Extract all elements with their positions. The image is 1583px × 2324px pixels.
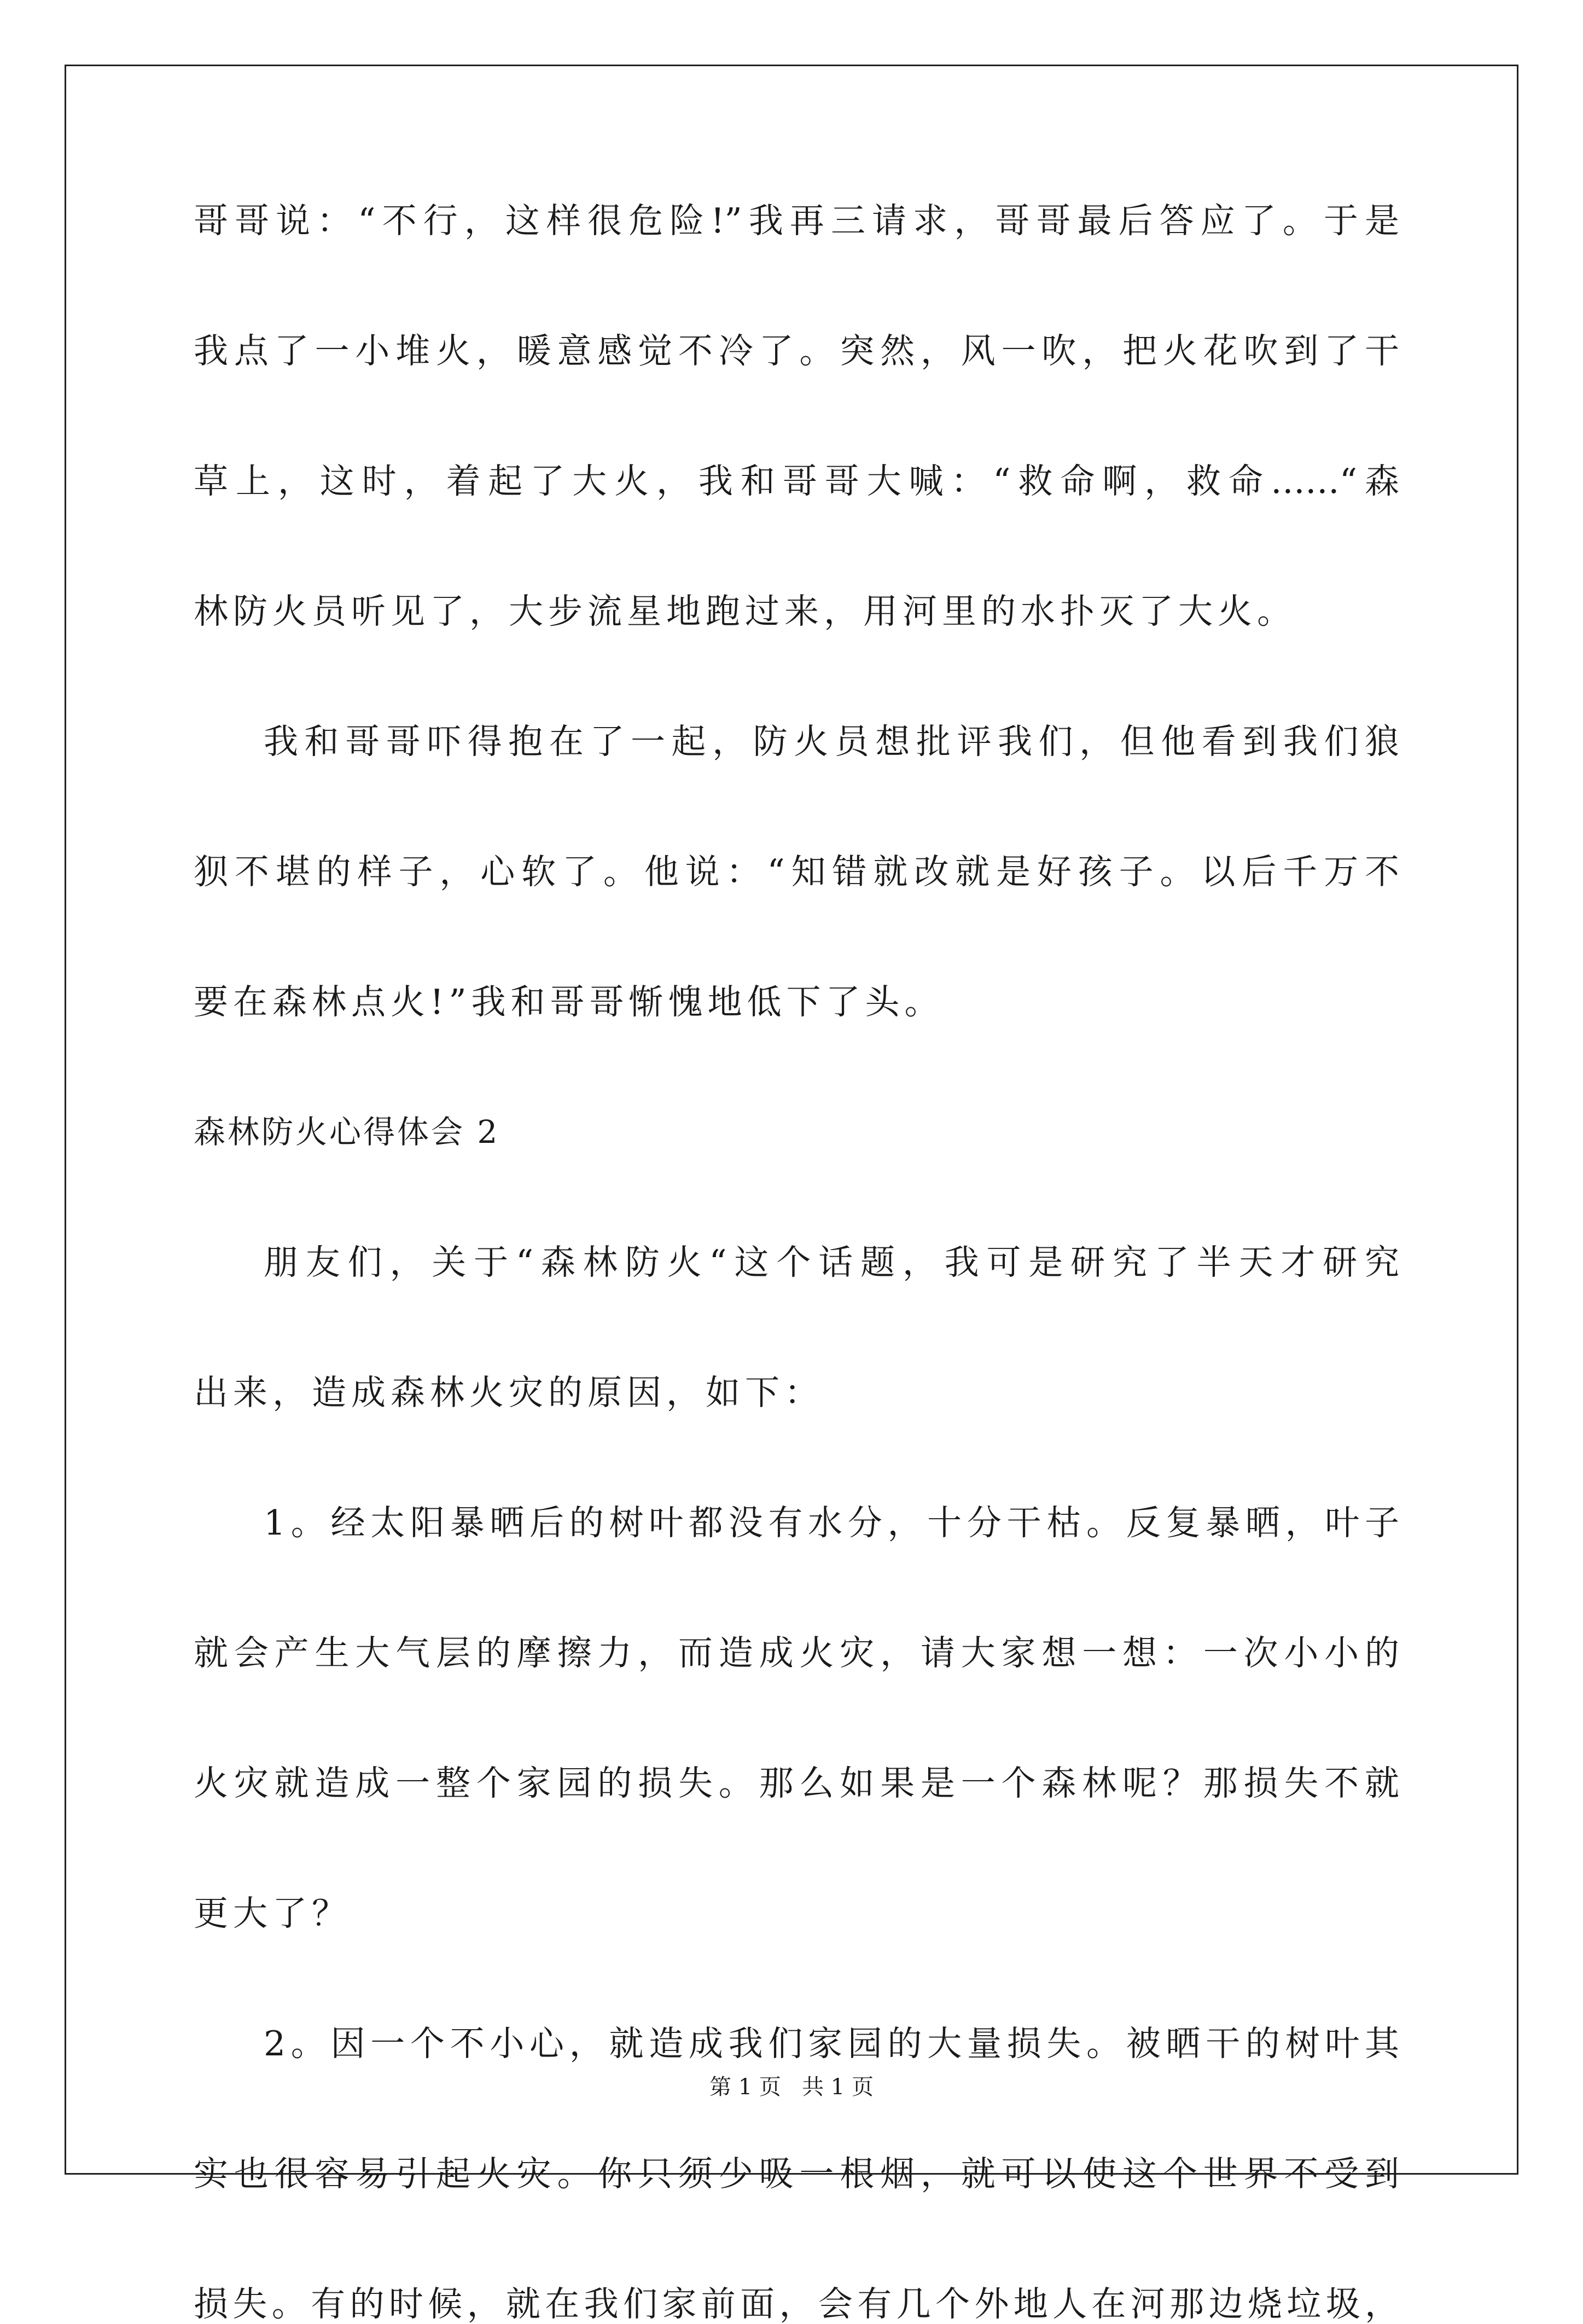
text-line: 哥哥说：“不行，这样很危险!”我再三请求，哥哥最后答应了。于是 [194,201,1399,241]
text-line: 出来，造成森林火灾的原因，如下： [194,1373,824,1413]
text-line: 1。经太阳暴晒后的树叶都没有水分，十分干枯。反复暴晒，叶子 [264,1503,1399,1543]
text-line: 我点了一小堆火，暖意感觉不冷了。突然，风一吹，把火花吹到了干 [194,331,1399,371]
section-heading: 森林防火心得体会 2 [194,1113,500,1151]
text-line: 2。因一个不小心，就造成我们家园的大量损失。被晒干的树叶其 [264,2024,1399,2064]
text-line: 要在森林点火!”我和哥哥惭愧地低下了头。 [194,982,944,1022]
text-line: 林防火员听见了，大步流星地跑过来，用河里的水扑灭了大火。 [194,591,1296,631]
text-line: 更大了？ [194,1893,351,1933]
text-line: 朋友们，关于“森林防火“这个话题，我可是研究了半天才研究 [264,1242,1399,1282]
text-line: 就会产生大气层的摩擦力，而造成火灾，请大家想一想：一次小小的 [194,1633,1399,1673]
text-line: 我和哥哥吓得抱在了一起，防火员想批评我们，但他看到我们狼 [264,722,1399,762]
page-number-footer: 第 1 页 共 1 页 [709,2075,874,2100]
text-line: 狈不堪的样子，心软了。他说：“知错就改就是好孩子。以后千万不 [194,852,1399,892]
text-line: 实也很容易引起火灾。你只须少吸一根烟，就可以使这个世界不受到 [194,2154,1399,2194]
text-line: 损失。有的时候，就在我们家前面，会有几个外地人在河那边烧垃圾， [194,2284,1399,2324]
text-line: 火灾就造成一整个家园的损失。那么如果是一个森林呢？那损失不就 [194,1763,1399,1803]
text-line: 草上，这时，着起了大火，我和哥哥大喊：“救命啊，救命……“森 [194,461,1399,501]
